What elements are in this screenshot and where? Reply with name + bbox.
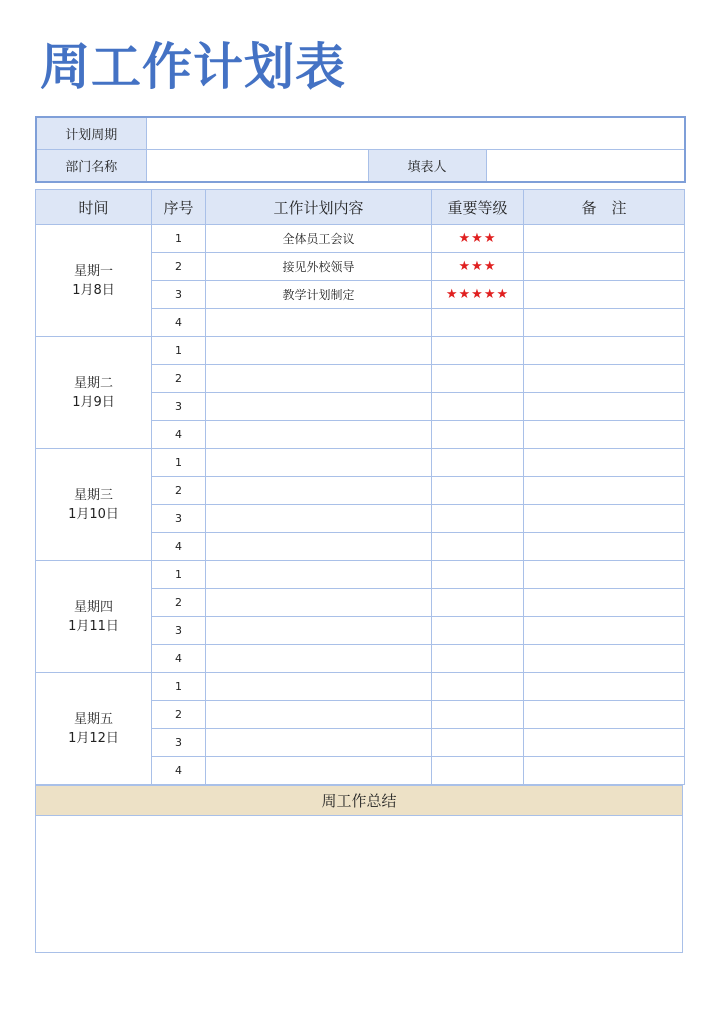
col-header-time: 时间 <box>36 190 152 225</box>
summary-field[interactable] <box>35 816 683 953</box>
note-cell[interactable] <box>524 673 685 701</box>
importance-cell[interactable] <box>432 337 524 365</box>
index-cell: 1 <box>152 225 206 253</box>
page-title: 周工作计划表 <box>40 38 346 96</box>
date-label: 1月10日 <box>68 506 119 522</box>
note-cell[interactable] <box>524 309 685 337</box>
note-cell[interactable] <box>524 533 685 561</box>
weekday-label: 星期二 <box>73 375 113 391</box>
date-label: 1月8日 <box>72 282 115 298</box>
importance-cell[interactable] <box>432 617 524 645</box>
content-cell[interactable] <box>206 645 432 673</box>
col-header-note: 备 注 <box>524 190 685 225</box>
index-cell: 2 <box>152 477 206 505</box>
importance-cell[interactable] <box>432 477 524 505</box>
note-cell[interactable] <box>524 617 685 645</box>
index-cell: 2 <box>152 589 206 617</box>
importance-cell[interactable] <box>432 533 524 561</box>
importance-cell[interactable]: ★★★★★ <box>432 281 524 309</box>
index-cell: 1 <box>152 561 206 589</box>
note-cell[interactable] <box>524 477 685 505</box>
date-label: 1月11日 <box>68 618 119 634</box>
content-cell[interactable]: 教学计划制定 <box>206 281 432 309</box>
note-cell[interactable] <box>524 225 685 253</box>
importance-cell[interactable] <box>432 449 524 477</box>
content-cell[interactable] <box>206 729 432 757</box>
note-cell[interactable] <box>524 253 685 281</box>
filler-label: 填表人 <box>368 150 486 183</box>
importance-cell[interactable] <box>432 393 524 421</box>
col-header-index: 序号 <box>152 190 206 225</box>
table-row <box>36 449 685 477</box>
note-cell[interactable] <box>524 505 685 533</box>
day-cell <box>36 561 152 673</box>
note-cell[interactable] <box>524 701 685 729</box>
index-cell: 2 <box>152 365 206 393</box>
importance-cell[interactable] <box>432 701 524 729</box>
index-cell: 4 <box>152 309 206 337</box>
index-cell: 4 <box>152 757 206 785</box>
content-cell[interactable] <box>206 617 432 645</box>
importance-cell[interactable] <box>432 589 524 617</box>
weekday-label: 星期四 <box>73 599 113 615</box>
index-cell: 3 <box>152 729 206 757</box>
day-cell <box>36 673 152 785</box>
date-label: 1月12日 <box>68 730 119 746</box>
importance-cell[interactable] <box>432 309 524 337</box>
importance-cell[interactable] <box>432 365 524 393</box>
index-cell: 1 <box>152 673 206 701</box>
table-row <box>36 337 685 365</box>
note-cell[interactable] <box>524 365 685 393</box>
content-cell[interactable] <box>206 673 432 701</box>
content-cell[interactable] <box>206 449 432 477</box>
note-cell[interactable] <box>524 729 685 757</box>
index-cell: 1 <box>152 337 206 365</box>
day-cell <box>36 449 152 561</box>
importance-cell[interactable] <box>432 645 524 673</box>
importance-cell[interactable]: ★★★ <box>432 253 524 281</box>
importance-cell[interactable] <box>432 561 524 589</box>
index-cell: 3 <box>152 281 206 309</box>
index-cell: 3 <box>152 393 206 421</box>
weekday-label: 星期三 <box>73 487 113 503</box>
content-cell[interactable] <box>206 505 432 533</box>
day-cell <box>36 225 152 337</box>
content-cell[interactable] <box>206 589 432 617</box>
plan-header-row <box>36 190 685 225</box>
note-cell[interactable] <box>524 393 685 421</box>
period-field[interactable] <box>146 117 685 150</box>
col-header-content: 工作计划内容 <box>206 190 432 225</box>
importance-cell[interactable] <box>432 421 524 449</box>
note-cell[interactable] <box>524 757 685 785</box>
table-row <box>36 561 685 589</box>
col-header-level: 重要等级 <box>432 190 524 225</box>
table-row <box>36 225 685 253</box>
date-label: 1月9日 <box>72 394 115 410</box>
content-cell[interactable] <box>206 701 432 729</box>
content-cell[interactable] <box>206 561 432 589</box>
content-cell[interactable] <box>206 533 432 561</box>
day-cell <box>36 337 152 449</box>
index-cell: 2 <box>152 701 206 729</box>
importance-cell[interactable] <box>432 757 524 785</box>
importance-cell[interactable] <box>432 505 524 533</box>
plan-table <box>35 189 685 785</box>
info-row-dept <box>36 150 685 183</box>
filler-field[interactable] <box>486 150 685 183</box>
table-row <box>36 673 685 701</box>
note-cell[interactable] <box>524 645 685 673</box>
content-cell[interactable]: 全体员工会议 <box>206 225 432 253</box>
content-cell[interactable]: 接见外校领导 <box>206 253 432 281</box>
content-cell[interactable] <box>206 421 432 449</box>
weekday-label: 星期一 <box>73 263 113 279</box>
content-cell[interactable] <box>206 757 432 785</box>
content-cell[interactable] <box>206 309 432 337</box>
content-cell[interactable] <box>206 393 432 421</box>
content-cell[interactable] <box>206 337 432 365</box>
index-cell: 2 <box>152 253 206 281</box>
note-cell[interactable] <box>524 589 685 617</box>
content-cell[interactable] <box>206 365 432 393</box>
index-cell: 4 <box>152 421 206 449</box>
info-row-period <box>36 117 685 150</box>
note-cell[interactable] <box>524 337 685 365</box>
note-cell[interactable] <box>524 449 685 477</box>
importance-cell[interactable]: ★★★ <box>432 225 524 253</box>
note-cell[interactable] <box>524 561 685 589</box>
dept-field[interactable] <box>146 150 368 183</box>
content-cell[interactable] <box>206 477 432 505</box>
info-table <box>35 116 686 183</box>
period-label: 计划周期 <box>36 117 146 150</box>
note-cell[interactable] <box>524 281 685 309</box>
index-cell: 3 <box>152 505 206 533</box>
index-cell: 4 <box>152 645 206 673</box>
importance-cell[interactable] <box>432 729 524 757</box>
weekday-label: 星期五 <box>73 711 113 727</box>
index-cell: 1 <box>152 449 206 477</box>
dept-label: 部门名称 <box>36 150 146 183</box>
note-cell[interactable] <box>524 421 685 449</box>
index-cell: 3 <box>152 617 206 645</box>
importance-cell[interactable] <box>432 673 524 701</box>
summary-header: 周工作总结 <box>35 785 683 816</box>
index-cell: 4 <box>152 533 206 561</box>
